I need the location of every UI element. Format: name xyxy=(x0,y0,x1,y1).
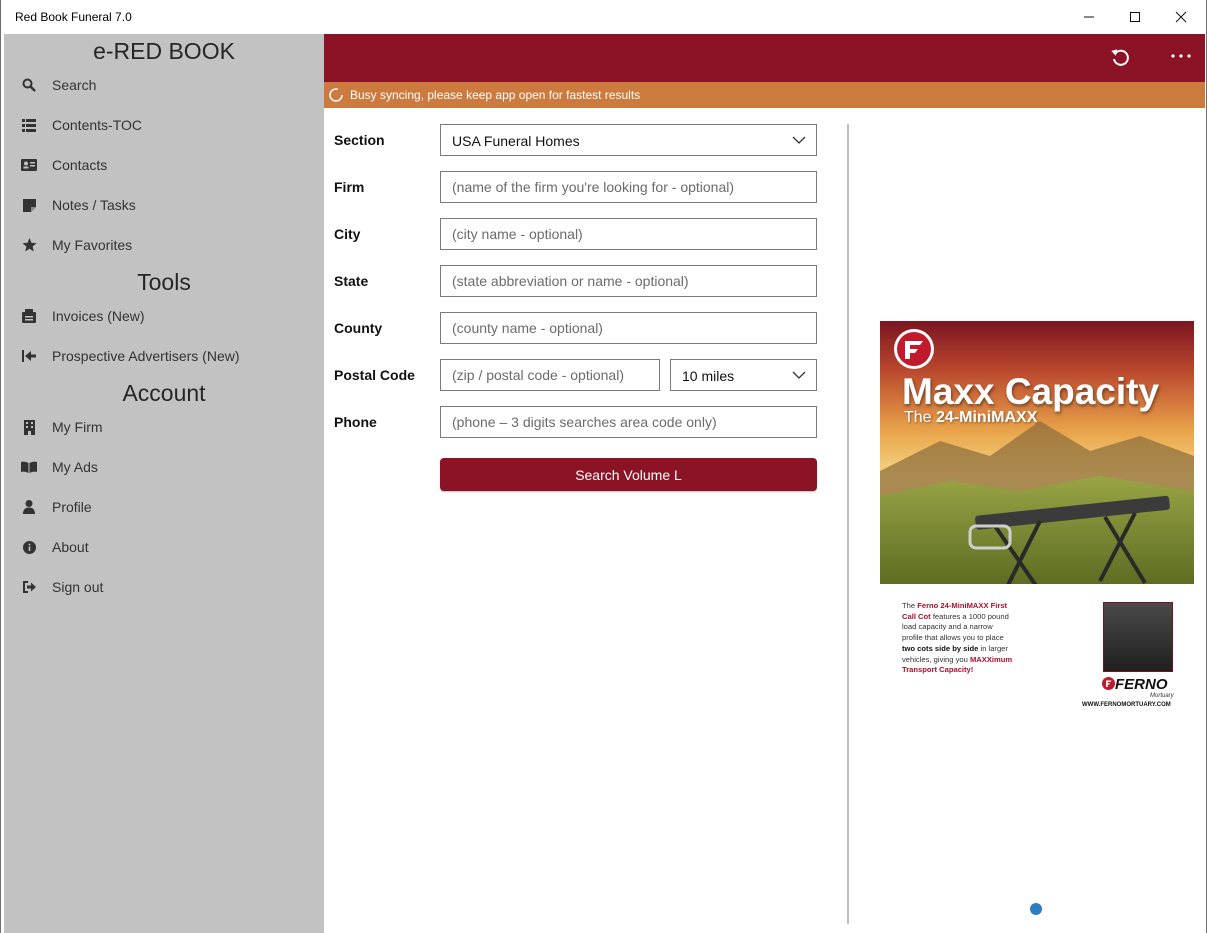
ad-subtitle-prefix: The xyxy=(904,409,932,426)
app-title: e-RED BOOK xyxy=(93,38,235,64)
section-value: USA Funeral Homes xyxy=(452,133,580,149)
phone-input[interactable] xyxy=(440,406,817,438)
ad-vehicle-photo xyxy=(1103,602,1173,672)
radius-value: 10 miles xyxy=(682,368,735,384)
sign-out-icon xyxy=(21,579,37,595)
account-heading: Account xyxy=(122,380,206,406)
ad-copy-text: features a 1000 pound load capacity and a narrow profile that allows you to place xyxy=(902,611,1009,643)
sidebar-item-profile[interactable] xyxy=(4,489,324,525)
ad-subtitle-product: 24-MiniMAXX xyxy=(936,409,1038,426)
book-icon xyxy=(21,459,37,475)
ad-photo xyxy=(880,321,1194,584)
county-input[interactable] xyxy=(440,312,817,344)
ad-url: WWW.FERNOMORTUARY.COM xyxy=(1082,702,1171,708)
pane-divider xyxy=(847,124,849,924)
refresh-icon[interactable] xyxy=(1110,47,1132,69)
tools-heading: Tools xyxy=(137,269,191,295)
city-label: City xyxy=(334,226,361,242)
chevron-down-icon xyxy=(792,370,806,380)
firm-input[interactable] xyxy=(440,171,817,203)
minimize-icon xyxy=(1083,11,1095,23)
list-icon xyxy=(21,117,37,133)
section-label: Section xyxy=(334,132,385,148)
phone-label: Phone xyxy=(334,414,377,430)
more-icon[interactable] xyxy=(1167,44,1195,68)
sidebar-item-contents-toc[interactable] xyxy=(4,107,324,143)
county-label: County xyxy=(334,320,383,336)
carousel-indicator[interactable] xyxy=(1030,903,1042,915)
ferno-logo-icon xyxy=(1102,677,1115,690)
contact-card-icon xyxy=(21,157,37,173)
sidebar-item-contacts[interactable] xyxy=(4,147,324,183)
ad-copy-emphasis: two cots side by side xyxy=(902,643,979,653)
sidebar-item-about[interactable] xyxy=(4,529,324,565)
ad-brand-name: FERNO xyxy=(1115,676,1168,693)
sidebar-item-label: My Favorites xyxy=(52,237,133,253)
ad-subtitle xyxy=(904,409,1037,427)
progress-ring-icon xyxy=(328,87,344,103)
note-icon xyxy=(21,197,37,213)
state-input[interactable] xyxy=(440,265,817,297)
maximize-button[interactable] xyxy=(1112,0,1158,34)
sidebar-item-label: About xyxy=(52,539,89,555)
minimize-button[interactable] xyxy=(1066,0,1112,34)
ad-copy-product: Ferno 24-MiniMAXX First Call Cot xyxy=(902,601,1008,621)
sidebar-item-label: My Ads xyxy=(52,459,98,475)
sync-status-bar xyxy=(324,82,1205,108)
section-select[interactable] xyxy=(440,124,817,156)
sidebar-item-sign-out[interactable] xyxy=(4,569,324,605)
info-icon xyxy=(21,539,37,555)
arrow-to-line-icon xyxy=(21,348,37,364)
building-icon xyxy=(21,419,37,435)
sidebar xyxy=(4,34,324,933)
search-icon xyxy=(21,77,37,93)
sidebar-item-invoices[interactable] xyxy=(4,298,324,334)
maximize-icon xyxy=(1129,11,1141,23)
postal-code-input[interactable] xyxy=(440,359,660,391)
sidebar-item-label: Prospective Advertisers (New) xyxy=(52,348,240,364)
ad-copy-text: The xyxy=(902,601,918,610)
star-icon xyxy=(21,237,37,253)
ad-copy-tagline: MAXXimum Transport Capacity! xyxy=(902,654,1013,675)
sidebar-item-my-favorites[interactable] xyxy=(4,227,324,263)
sidebar-item-label: My Firm xyxy=(52,419,103,435)
person-icon xyxy=(21,499,37,515)
radius-select[interactable] xyxy=(670,359,817,391)
ad-brand-sub: Mortuary xyxy=(1150,693,1174,699)
ad-copy xyxy=(902,601,1014,676)
ad-title: Maxx Capacity xyxy=(902,371,1160,412)
advertisement[interactable] xyxy=(880,321,1194,721)
sidebar-item-label: Contents-TOC xyxy=(52,117,142,133)
close-icon xyxy=(1175,11,1187,23)
sidebar-item-label: Profile xyxy=(52,499,92,515)
city-input[interactable] xyxy=(440,218,817,250)
chevron-down-icon xyxy=(792,135,806,145)
sidebar-item-my-ads[interactable] xyxy=(4,449,324,485)
state-label: State xyxy=(334,273,369,289)
postal-code-label: Postal Code xyxy=(334,367,415,383)
title-bar xyxy=(1,0,1206,34)
app-bar xyxy=(324,34,1205,82)
invoice-icon xyxy=(21,308,37,324)
ad-brand-logo xyxy=(1102,676,1168,693)
sidebar-item-my-firm[interactable] xyxy=(4,409,324,445)
sidebar-item-label: Search xyxy=(52,77,97,93)
sidebar-item-notes-tasks[interactable] xyxy=(4,187,324,223)
sidebar-item-label: Contacts xyxy=(52,157,108,173)
window-title: Red Book Funeral 7.0 xyxy=(15,10,132,24)
sidebar-item-label: Notes / Tasks xyxy=(52,197,136,213)
sync-message: Busy syncing, please keep app open for fastest results xyxy=(350,88,641,102)
sidebar-item-label: Invoices (New) xyxy=(52,308,145,324)
close-button[interactable] xyxy=(1158,0,1204,34)
search-volume-button[interactable]: Search Volume L xyxy=(440,458,817,491)
sidebar-item-prospective-advertisers[interactable] xyxy=(4,338,324,374)
ad-copy-text: in larger vehicles, giving you xyxy=(902,643,1008,664)
firm-label: Firm xyxy=(334,179,365,195)
sidebar-item-search[interactable] xyxy=(4,67,324,103)
sidebar-item-label: Sign out xyxy=(52,579,104,595)
